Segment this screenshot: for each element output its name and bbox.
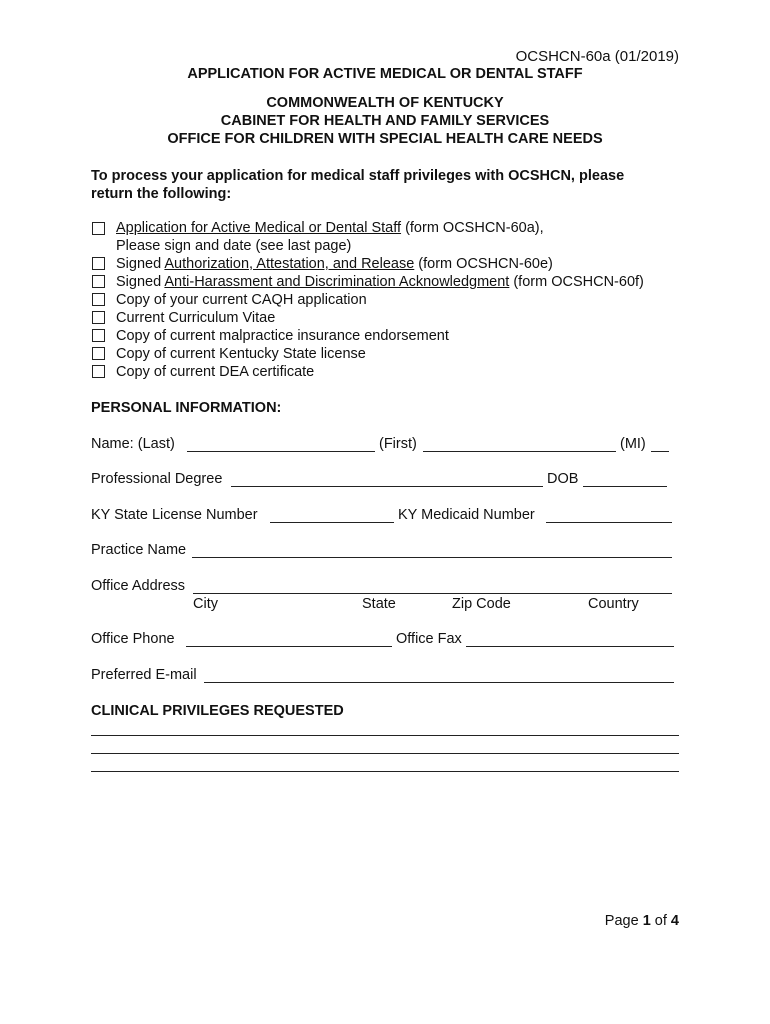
page-number: [605, 913, 679, 929]
page-current: 1: [642, 913, 651, 929]
page-of: of: [650, 913, 671, 929]
clinical-privileges-line-1[interactable]: [91, 735, 679, 736]
authorization-form-link[interactable]: Authorization, Attestation, and Release: [164, 256, 415, 272]
name-last-field[interactable]: [187, 451, 375, 452]
office-phone-field[interactable]: [186, 646, 392, 647]
license-label: KY State License Number: [91, 507, 258, 523]
checklist-item-suffix: (form OCSHCN-60e): [414, 256, 553, 272]
clinical-privileges-heading: CLINICAL PRIVILEGES REQUESTED: [91, 703, 344, 719]
email-field[interactable]: [204, 682, 674, 683]
name-first-field[interactable]: [423, 451, 616, 452]
checkbox-dea[interactable]: [92, 365, 105, 378]
address-zip-label: Zip Code: [452, 596, 511, 612]
checklist-item-caqh: Copy of your current CAQH application: [116, 292, 367, 308]
checkbox-authorization[interactable]: [92, 257, 105, 270]
address-state-label: State: [362, 596, 396, 612]
medicaid-field[interactable]: [546, 522, 672, 523]
name-first-label: (First): [379, 436, 417, 452]
medicaid-label: KY Medicaid Number: [398, 507, 535, 523]
name-mi-label: (MI): [620, 436, 646, 452]
checklist-item-dea: Copy of current DEA certificate: [116, 364, 315, 380]
checklist-item-prefix: Signed: [116, 256, 165, 272]
checklist-item-anti-harassment: [116, 274, 644, 290]
checklist-item-malpractice: Copy of current malpractice insurance endorsement: [116, 328, 449, 344]
anti-harassment-form-link[interactable]: Anti-Harassment and Discrimination Acknowledgment: [164, 274, 510, 290]
checkbox-ky-license[interactable]: [92, 347, 105, 360]
office-address-label: Office Address: [91, 578, 186, 594]
instructions-line-2: return the following:: [91, 186, 232, 202]
org-line-2: CABINET FOR HEALTH AND FAMILY SERVICES: [220, 113, 550, 129]
practice-name-field[interactable]: [192, 557, 672, 558]
checklist-item-suffix: (form OCSHCN-60a),: [401, 220, 544, 236]
office-fax-field[interactable]: [466, 646, 674, 647]
clinical-privileges-line-3[interactable]: [91, 771, 679, 772]
checklist-item-application: [116, 220, 544, 236]
address-country-label: Country: [588, 596, 639, 612]
clinical-privileges-line-2[interactable]: [91, 753, 679, 754]
checkbox-caqh[interactable]: [92, 293, 105, 306]
checkbox-anti-harassment[interactable]: [92, 275, 105, 288]
dob-label: DOB: [547, 471, 579, 487]
name-last-label: Name: (Last): [91, 436, 175, 452]
checklist-item-suffix: (form OCSHCN-60f): [509, 274, 644, 290]
page-total: 4: [670, 913, 679, 929]
personal-info-heading: PERSONAL INFORMATION:: [91, 400, 282, 416]
degree-field[interactable]: [231, 486, 543, 487]
office-fax-label: Office Fax: [396, 631, 462, 647]
dob-field[interactable]: [583, 486, 667, 487]
checklist-item-prefix: Signed: [116, 274, 165, 290]
org-line-1: COMMONWEALTH OF KENTUCKY: [266, 95, 504, 111]
checkbox-cv[interactable]: [92, 311, 105, 324]
checklist-item-cv: Current Curriculum Vitae: [116, 310, 276, 326]
checklist-item-application-line-2: Please sign and date (see last page): [116, 238, 352, 254]
address-city-label: City: [193, 596, 218, 612]
page-prefix: Page: [604, 913, 643, 929]
checklist-item-authorization: [116, 256, 553, 272]
degree-label: Professional Degree: [91, 471, 223, 487]
form-id: OCSHCN-60a (01/2019): [515, 48, 679, 65]
checklist-item-ky-license: Copy of current Kentucky State license: [116, 346, 366, 362]
application-form-link[interactable]: Application for Active Medical or Dental Staff: [116, 220, 402, 236]
form-title: APPLICATION FOR ACTIVE MEDICAL OR DENTAL STAFF: [187, 66, 583, 82]
checkbox-application[interactable]: [92, 222, 105, 235]
name-mi-field[interactable]: [651, 451, 669, 452]
email-label: Preferred E-mail: [91, 667, 197, 683]
instructions-line-1: To process your application for medical staff privileges with OCSHCN, please: [91, 168, 625, 184]
office-phone-label: Office Phone: [91, 631, 175, 647]
license-field[interactable]: [270, 522, 394, 523]
checkbox-malpractice[interactable]: [92, 329, 105, 342]
practice-name-label: Practice Name: [91, 542, 187, 558]
office-address-field[interactable]: [193, 593, 672, 594]
org-line-3: OFFICE FOR CHILDREN WITH SPECIAL HEALTH CARE NEEDS: [167, 131, 603, 147]
